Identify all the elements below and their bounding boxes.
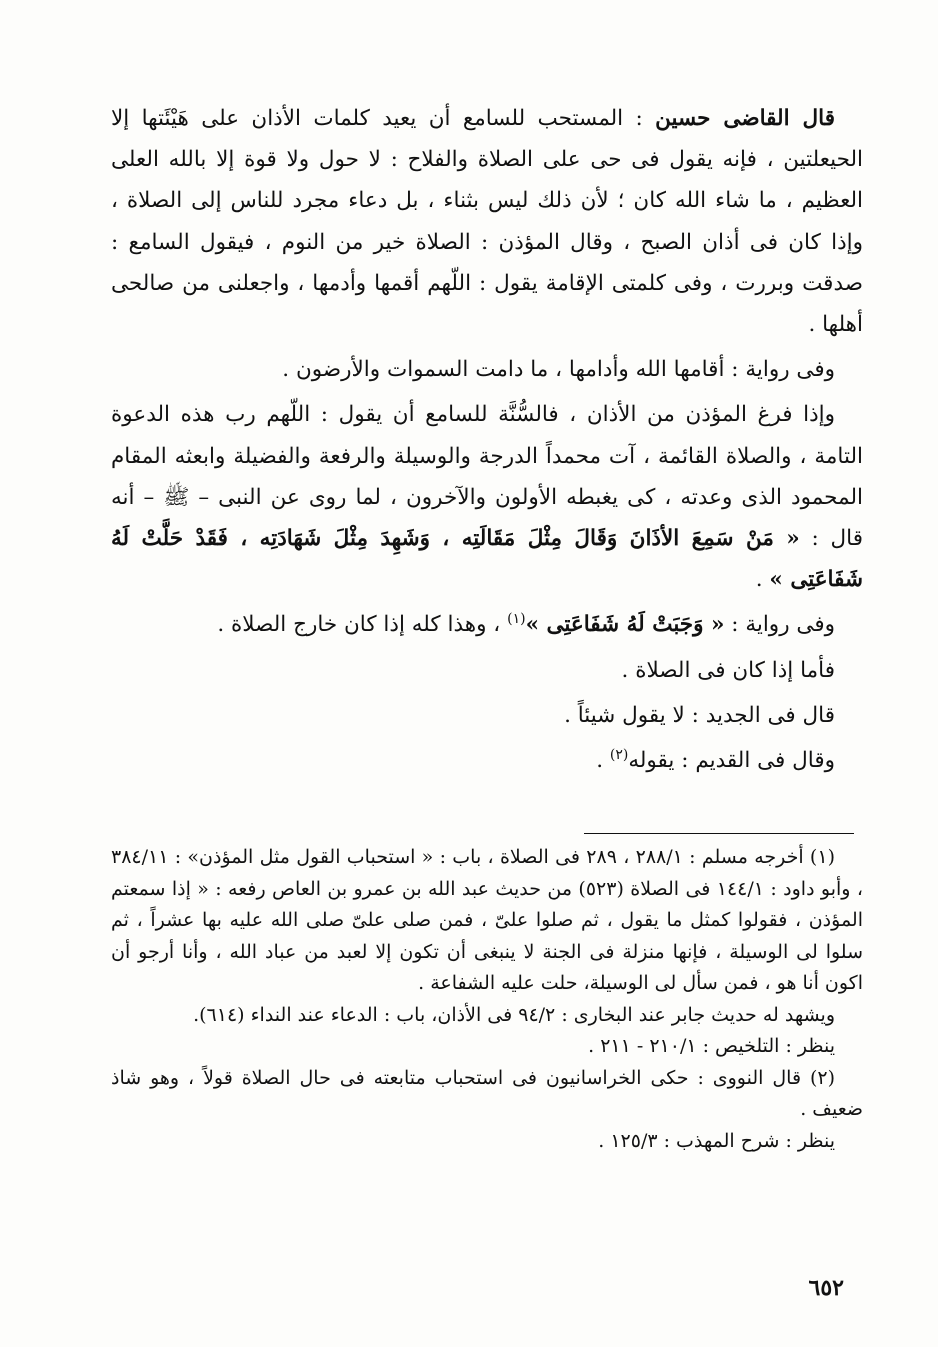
footnote-2: (٢) قال النووى : حكى الخراسانيون فى استحباب متابعته فى حال الصلاة قولاً ، وهو شاذ ضعيف . [111, 1066, 863, 1120]
paragraph-1: قال القاضى حسين : المستحب للسامع أن يعيد كلمات الأذان على هَيْئَتها إلا الحيعلتين ، فإنه يقول فى حى على الصلاة والفلاح : لا حول ولا قوة إلا بالله العلى العظيم ، ما شاء الله كان ؛ لأن ذلك ليس بثناء ، بل دعاء مجرد للناس إلى الصلاة ، وإذا كان فى أذان الصبح ، وقال المؤذن : الصلاة خير من النوم ، فيقول السامع : صدقت وبررت ، وفى كلمتى الإقامة يقول : اللّهم أقمها وأدمها ، واجعلنى من صالحى أهلها . [111, 106, 863, 338]
footnote-1-supplement: ويشهد له حديث جابر عند البخارى : ٩٤/٢ فى الأذان، باب : الدعاء عند النداء (٦١٤). [193, 1003, 835, 1026]
page-number: ٦٥٢ [808, 1275, 844, 1301]
paragraph-6: قال فى الجديد : لا يقول شيئاً . [564, 702, 835, 728]
paragraph-3: وإذا فرغ المؤذن من الأذان ، فالسُّنَّة للسامع أن يقول : اللّهم رب هذه الدعوة التامة ، والصلاة القائمة ، آت محمداً الدرجة والوسيلة والرفعة والفضيلة وابعثه المقام المحمود الذى وعدته ، كى يغبطه الأولون والآخرون ، لما روى عن النبى – ﷺ – أنه قال : « مَنْ سَمِعَ الأذَانَ وَقَالَ مِثْلَ مَقَالَتِه ، وَشَهِدَ مِثْلَ شَهَادَتِه ، فَقَدْ حَلَّتْ لَهُ شَفَاعَتِى » . [111, 402, 863, 593]
paragraph-7: وقال فى القديم : يقوله$^{(٢)}$ . [596, 746, 835, 774]
footnote-ref-2: (٢) [609, 746, 629, 763]
hadith-quote-2: « وَجَبَتْ لَهُ شَفَاعَتِى » [525, 612, 725, 638]
main-text [111, 98, 863, 781]
paragraph-5: فأما إذا كان فى الصلاة . [621, 657, 835, 683]
hadith-quote: « مَنْ سَمِعَ الأذَانَ وَقَالَ مِثْلَ مَقَالَتِه ، وَشَهِدَ مِثْلَ شَهَادَتِه ، فَقَدْ حَلَّتْ لَهُ شَفَاعَتِى » [111, 526, 863, 593]
footnote-2-reference: ينظر : شرح المهذب : ١٢٥/٣ . [598, 1129, 835, 1152]
footnote-1: (١) أخرجه مسلم : ٢٨٨/١ ، ٢٨٩ فى الصلاة ، باب : « استحباب القول مثل المؤذن» : ٣٨٤/١١ ، وأبو داود : ١٤٤/١ فى الصلاة (٥٢٣) من حديث عبد الله بن عمرو بن العاص رفعه : « إذا سمعتم المؤذن ، فقولوا كمثل ما يقول ، ثم صلوا علىّ ، فمن صلى علىّ صلى الله عليه بها عشراً ، ثم سلوا لى الوسيلة ، فإنها منزلة فى الجنة لا ينبغى أن تكون إلا لعبد من عباد الله ، وأنا أرجو أن اكون أنا هو ، فمن سأل لى الوسيلة، حلت عليه الشفاعة . [111, 846, 863, 994]
footnote-divider [584, 833, 854, 834]
paragraph-4: وفى رواية : « وَجَبَتْ لَهُ شَفَاعَتِى »$^{(١)}$ ، وهذا كله إذا كان خارج الصلاة . [217, 611, 835, 638]
paragraph-2: وفى رواية : أقامها الله وأدامها ، ما دامت السموات والأرضون . [282, 357, 835, 383]
footnote-1-reference: ينظر : التلخيص : ٢١٠/١ - ٢١١ . [588, 1035, 835, 1057]
speaker-name: قال القاضى حسين [655, 106, 836, 131]
footnotes [111, 842, 863, 1157]
footnote-ref-1: (١) [507, 611, 526, 628]
